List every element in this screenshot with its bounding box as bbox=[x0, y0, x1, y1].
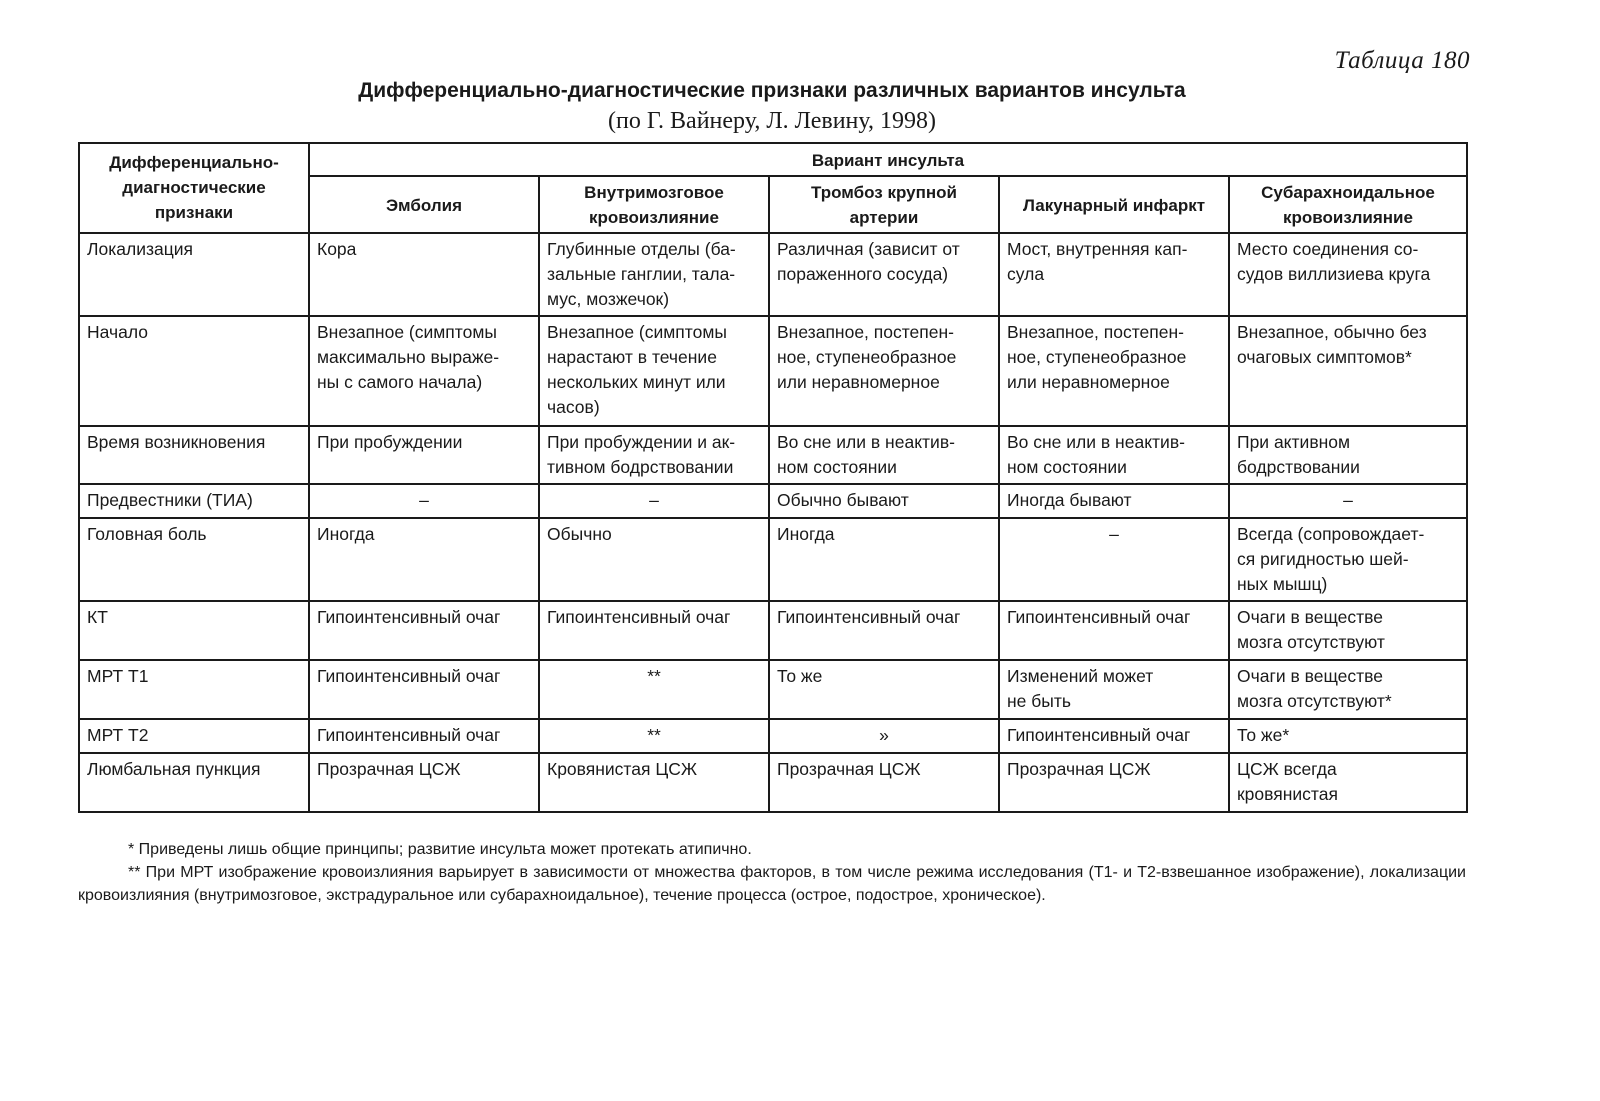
table-title: Дифференциально-диагностические признаки различных вариантов инсульта bbox=[358, 79, 1186, 102]
table-cell: Иногда bbox=[309, 518, 539, 601]
table-cell: Прозрачная ЦСЖ bbox=[999, 753, 1229, 812]
footnote: * Приведены лишь общие принципы; развитие инсульта может протекать атипично. bbox=[128, 841, 752, 858]
table-body bbox=[79, 233, 1467, 812]
table-number: Таблица 180 bbox=[1334, 47, 1470, 74]
table-cell: Внезапное (симптомы нарастают в течение нескольких минут или часов) bbox=[539, 316, 769, 426]
table-cell: Гипоинтенсивный очаг bbox=[309, 601, 539, 660]
column-header: Тромбоз крупной артерии bbox=[769, 176, 999, 233]
table-row bbox=[79, 316, 1467, 426]
column-header: Внутримозговое кровоизлияние bbox=[539, 176, 769, 233]
table-cell: То же bbox=[769, 660, 999, 719]
table-cell: – bbox=[1229, 484, 1467, 518]
row-feature-label: Предвестники (ТИА) bbox=[79, 484, 309, 518]
table-cell: » bbox=[769, 719, 999, 753]
table-cell: Различная (зависит от пораженного сосуда) bbox=[769, 233, 999, 316]
column-header: Субарахноидальное кровоизлияние bbox=[1229, 176, 1467, 233]
table-header bbox=[79, 143, 1467, 233]
table-cell: Очаги в веществе мозга отсутствуют* bbox=[1229, 660, 1467, 719]
column-header: Лакунарный инфаркт bbox=[999, 176, 1229, 233]
table-row bbox=[79, 753, 1467, 812]
table-cell: Обычно бывают bbox=[769, 484, 999, 518]
table-cell: При пробуждении bbox=[309, 426, 539, 484]
row-feature-label: МРТ T1 bbox=[79, 660, 309, 719]
table-cell: – bbox=[999, 518, 1229, 601]
table-row bbox=[79, 601, 1467, 660]
table-cell: – bbox=[539, 484, 769, 518]
row-feature-label: Время возникновения bbox=[79, 426, 309, 484]
table-row bbox=[79, 484, 1467, 518]
table-cell: Мост, внутренняя кап- сула bbox=[999, 233, 1229, 316]
footnotes bbox=[78, 838, 1466, 907]
table-cell: Гипоинтенсивный очаг bbox=[999, 719, 1229, 753]
column-header: Эмболия bbox=[309, 176, 539, 233]
table-cell: Гипоинтенсивный очаг bbox=[309, 719, 539, 753]
row-feature-label: Люмбальная пункция bbox=[79, 753, 309, 812]
table-cell: То же* bbox=[1229, 719, 1467, 753]
table-cell: Прозрачная ЦСЖ bbox=[309, 753, 539, 812]
table-cell: – bbox=[309, 484, 539, 518]
stroke-variant-group-header: Вариант инсульта bbox=[309, 143, 1467, 176]
table-cell: Глубинные отделы (ба- зальные ганглии, тала- мус, мозжечок) bbox=[539, 233, 769, 316]
table-cell: ЦСЖ всегда кровянистая bbox=[1229, 753, 1467, 812]
table-cell: Гипоинтенсивный очаг bbox=[999, 601, 1229, 660]
table-cell: Во сне или в неактив- ном состоянии bbox=[999, 426, 1229, 484]
table-cell: Иногда бывают bbox=[999, 484, 1229, 518]
table-row bbox=[79, 426, 1467, 484]
footnote: ** При МРТ изображение кровоизлияния варьирует в зависимости от множества факторов, в том числе режима исследования (T1- и T2-взвешанное изображение), локализации кровоизлияния (внутримозговое, экстрадуральное или субарахноидальное), течение процесса (острое, подострое, хроническое). bbox=[78, 864, 1466, 904]
table-cell: ** bbox=[539, 660, 769, 719]
table-cell: Внезапное (симптомы максимально выраже- ны с самого начала) bbox=[309, 316, 539, 426]
table-cell: Кровянистая ЦСЖ bbox=[539, 753, 769, 812]
table-subtitle: (по Г. Вайнеру, Л. Левину, 1998) bbox=[608, 108, 936, 134]
table-cell: Обычно bbox=[539, 518, 769, 601]
table-cell: Кора bbox=[309, 233, 539, 316]
table-row bbox=[79, 719, 1467, 753]
table-row bbox=[79, 518, 1467, 601]
row-feature-label: МРТ Т2 bbox=[79, 719, 309, 753]
table-cell: Гипоинтенсивный очаг bbox=[769, 601, 999, 660]
table-cell: Прозрачная ЦСЖ bbox=[769, 753, 999, 812]
row-feature-label: Локализация bbox=[79, 233, 309, 316]
table-cell: Гипоинтенсивный очаг bbox=[309, 660, 539, 719]
table-row bbox=[79, 660, 1467, 719]
row-feature-label: Головная боль bbox=[79, 518, 309, 601]
row-feature-label: Начало bbox=[79, 316, 309, 426]
table-row bbox=[79, 233, 1467, 316]
table-cell: Внезапное, постепен- ное, ступенеобразное или неравномерное bbox=[769, 316, 999, 426]
table-cell: При активном бодрствовании bbox=[1229, 426, 1467, 484]
table-cell: Изменений может не быть bbox=[999, 660, 1229, 719]
feature-column-header: Дифференциально- диагностические признаки bbox=[79, 143, 309, 233]
row-feature-label: КТ bbox=[79, 601, 309, 660]
table-cell: Очаги в веществе мозга отсутствуют bbox=[1229, 601, 1467, 660]
stroke-differential-table bbox=[78, 142, 1468, 813]
table-cell: Место соединения со- судов виллизиева круга bbox=[1229, 233, 1467, 316]
table-cell: Гипоинтенсивный очаг bbox=[539, 601, 769, 660]
table-cell: Во сне или в неактив- ном состоянии bbox=[769, 426, 999, 484]
table-cell: Иногда bbox=[769, 518, 999, 601]
table-cell: При пробуждении и ак- тивном бодрствовании bbox=[539, 426, 769, 484]
table-cell: Внезапное, обычно без очаговых симптомов* bbox=[1229, 316, 1467, 426]
table-cell: ** bbox=[539, 719, 769, 753]
table-cell: Всегда (сопровождает- ся ригидностью шей- ных мышц) bbox=[1229, 518, 1467, 601]
table-cell: Внезапное, постепен- ное, ступенеобразное или неравномерное bbox=[999, 316, 1229, 426]
